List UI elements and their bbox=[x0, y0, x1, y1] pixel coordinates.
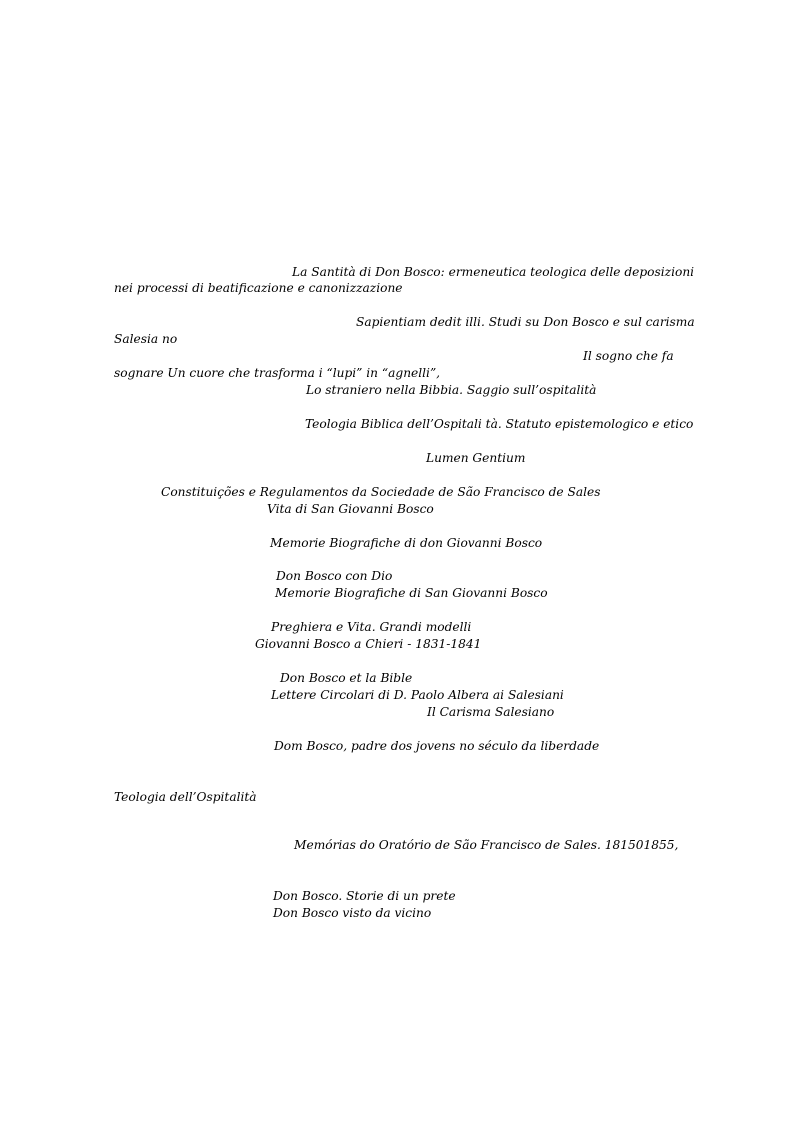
reference-line: Salesia no bbox=[114, 332, 178, 346]
reference-line: Il sogno che fa bbox=[583, 349, 674, 363]
reference-line: Preghiera e Vita. Grandi modelli bbox=[271, 620, 472, 634]
reference-line: Vita di San Giovanni Bosco bbox=[267, 502, 434, 516]
reference-line: Sapientiam dedit illi. Studi su Don Bosco e sul carisma bbox=[356, 315, 695, 329]
reference-line: Don Bosco con Dio bbox=[276, 569, 393, 583]
reference-line: Dom Bosco, padre dos jovens no século da liberdade bbox=[274, 739, 600, 753]
reference-line: Lumen Gentium bbox=[426, 451, 526, 465]
reference-line: Don Bosco visto da vicino bbox=[273, 906, 432, 920]
reference-line: La Santità di Don Bosco: ermeneutica teologica delle deposizioni bbox=[292, 265, 695, 279]
reference-line: Memórias do Oratório de São Francisco de Sales. 181501855, bbox=[294, 838, 679, 852]
reference-line: Teologia dell’Ospitalità bbox=[114, 790, 257, 804]
reference-line: Constituições e Regulamentos da Sociedade de São Francisco de Sales bbox=[161, 485, 601, 499]
reference-line: sognare Un cuore che trasforma i “lupi” in “agnelli”, bbox=[114, 366, 441, 380]
reference-line: Il Carisma Salesiano bbox=[427, 705, 555, 719]
reference-line: Memorie Biografiche di don Giovanni Bosco bbox=[270, 536, 543, 550]
reference-line: Don Bosco. Storie di un prete bbox=[273, 889, 456, 903]
reference-line: Memorie Biografiche di San Giovanni Bosco bbox=[275, 586, 548, 600]
reference-line: Giovanni Bosco a Chieri - 1831-1841 bbox=[255, 637, 482, 651]
reference-line: Lo straniero nella Bibbia. Saggio sull’ospitalità bbox=[306, 383, 597, 397]
reference-line: Lettere Circolari di D. Paolo Albera ai Salesiani bbox=[271, 688, 564, 702]
reference-line: nei processi di beatificazione e canonizzazione bbox=[114, 281, 403, 295]
reference-line: Don Bosco et la Bible bbox=[280, 671, 413, 685]
reference-line: Teologia Biblica dell’Ospitali tà. Statuto epistemologico e etico bbox=[305, 417, 694, 431]
